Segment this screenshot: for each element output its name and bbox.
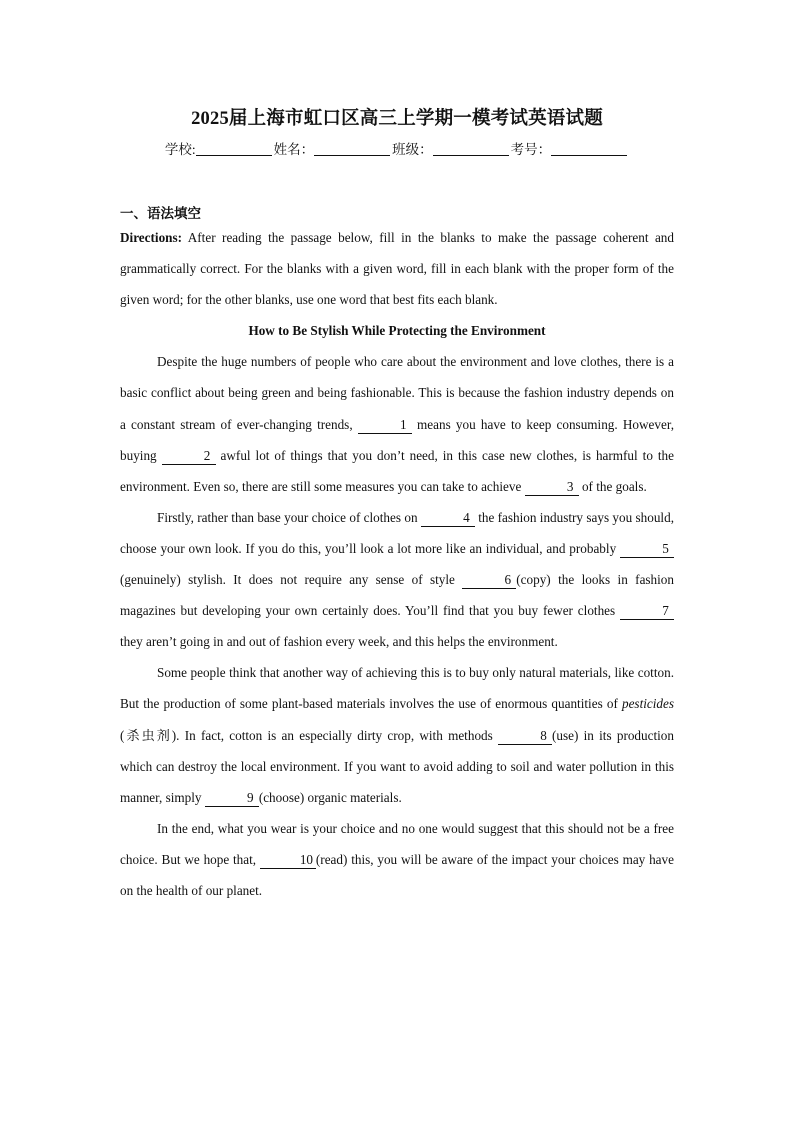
blank-2[interactable]: 2 [162, 449, 216, 465]
school-label: 学校: [164, 142, 196, 157]
page-title: 2025届上海市虹口区高三上学期一模考试英语试题 [191, 109, 603, 129]
paragraph-text: Some people think that another way of achieving this is to buy only natural materials, like cotton. But the production of some plant-based materials involves the use of enormous quantities of [120, 665, 674, 712]
paragraph-text: (choose) organic materials. [258, 789, 402, 805]
exam-number-label: 考号： [510, 142, 552, 157]
paragraph-text: (genuinely) stylish. It does not require any sense of style [120, 572, 463, 588]
exam-body [120, 222, 674, 906]
paragraph-text: (杀虫剂). In fact, cotton is an especially dirty crop, with methods [120, 727, 499, 743]
blank-10[interactable]: 10 [260, 853, 316, 869]
paragraph-text: (copy) the looks in fashion magazines but developing your own certainly does. You’ll find that you buy fewer clothes [120, 572, 674, 619]
paragraph-text: Firstly, rather than base your choice of clothes on [157, 509, 421, 525]
blank-9[interactable]: 9 [205, 791, 259, 807]
paragraph-4 [120, 813, 674, 906]
paragraph-text: means you have to keep consuming. However, buying [120, 416, 674, 463]
paragraph-text: awful lot of things that you don’t need, in this case new clothes, is harmful to the environment. Even so, there are still some measures you can take to achieve [120, 447, 674, 494]
paragraph-text: In the end, what you wear is your choice and no one would suggest that this should not be a free choice. But we hope that, [120, 820, 674, 867]
class-blank[interactable] [433, 154, 509, 156]
blank-4[interactable]: 4 [421, 511, 475, 527]
blank-8[interactable]: 8 [498, 729, 552, 745]
paragraph-text: Despite the huge numbers of people who care about the environment and love clothes, there is a basic conflict about being green and being fashionable. This is because the fashion industry depends on a constant stream of ever-changing trends, [120, 354, 674, 432]
name-label: 姓名： [273, 142, 315, 157]
exam-number-blank[interactable] [551, 154, 627, 156]
blank-6[interactable]: 6 [462, 573, 516, 589]
directions-text: After reading the passage below, fill in the blanks to make the passage coherent and grammatically correct. For the blanks with a given word, fill in each blank with the proper form of the given word; for the other blanks, use one word that best fits each blank. [120, 230, 674, 308]
student-info-row [0, 138, 794, 158]
blank-1[interactable]: 1 [358, 418, 412, 434]
paragraph-text: they aren’t going in and out of fashion every week, and this helps the environment. [120, 634, 558, 650]
class-label: 班级： [392, 142, 433, 157]
paragraph-text: the fashion industry says you should, choose your own look. If you do this, you’ll look a lot more like an individual, and probably [120, 509, 674, 556]
paragraph-3 [120, 657, 674, 812]
name-blank[interactable] [314, 154, 390, 156]
blank-7[interactable]: 7 [620, 604, 674, 620]
paragraph-text: of the goals. [578, 478, 647, 494]
passage-title: How to Be Stylish While Protecting the Environment [248, 323, 546, 339]
blank-5[interactable]: 5 [620, 542, 674, 558]
paragraph-1 [120, 346, 674, 501]
blank-3[interactable]: 3 [525, 480, 579, 496]
section-heading: 一、语法填空 [120, 206, 201, 221]
paragraph-text: (read) this, you will be aware of the impact your choices may have on the health of our planet. [120, 851, 674, 898]
pesticides-term: pesticides [621, 696, 674, 712]
paragraph-2 [120, 502, 674, 657]
paragraph-text: (use) in its production which can destroy the local environment. If you want to avoid adding to soil and water pollution in this manner, simply [120, 727, 674, 805]
directions [120, 222, 674, 315]
school-blank[interactable] [196, 154, 272, 156]
directions-label: Directions: [120, 230, 183, 245]
